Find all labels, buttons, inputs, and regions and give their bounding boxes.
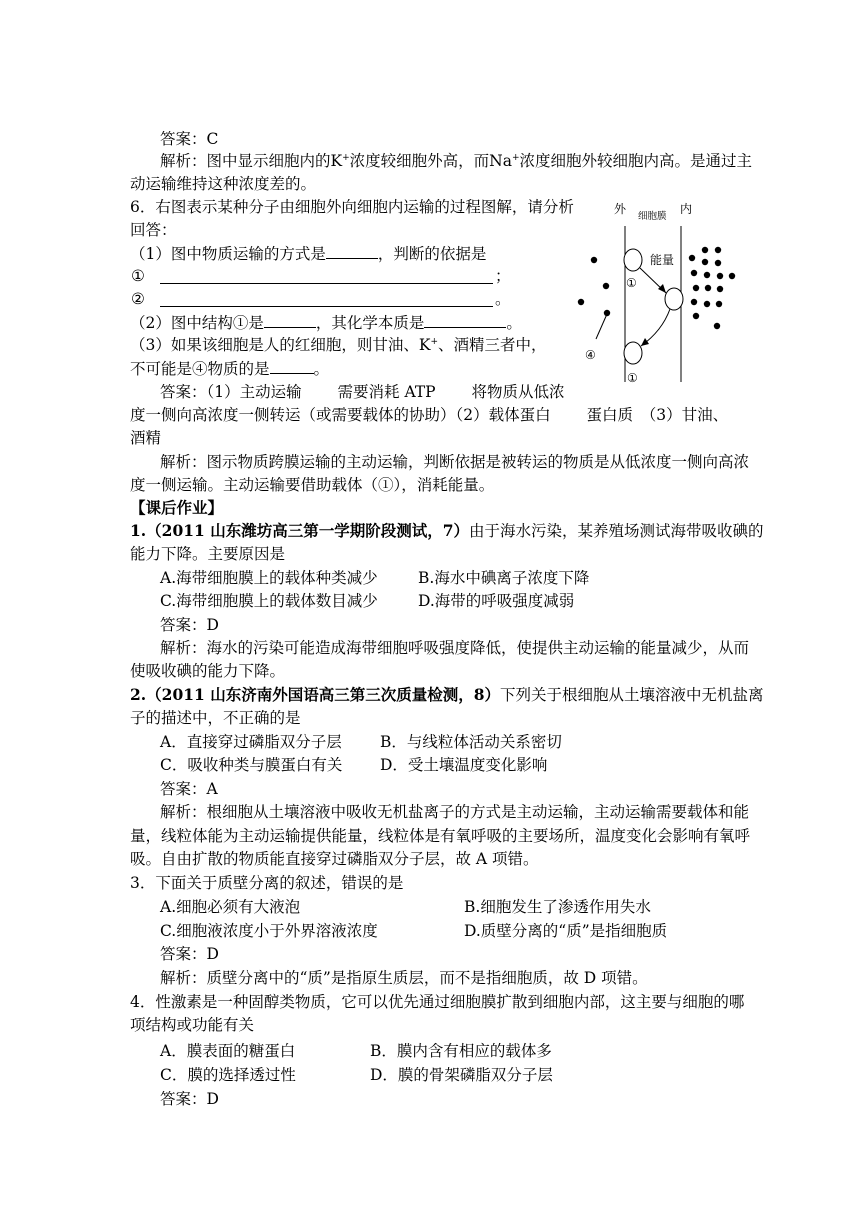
blank-field	[424, 311, 506, 328]
carrier-circle	[624, 249, 642, 271]
prev-analysis-line2: 动运输维持这种浓度差的。	[130, 175, 317, 193]
q2-analysis-line2: 量，线粒体能为主动运输提供能量，线粒体是有氧呼吸的主要场所，温度变化会影响有氧呼	[130, 827, 751, 845]
carrier-circle	[624, 342, 642, 364]
q6-answer-line1: 答案：（1）主动运输 需要消耗 ATP 将物质从低浓	[160, 383, 565, 401]
q4-option-c: C．膜的选择透过性	[160, 1066, 296, 1084]
q6-part3-line2: 不可能是④物质的是 。	[130, 357, 329, 380]
answer-line	[160, 282, 493, 284]
blank-field	[270, 357, 314, 374]
carrier-mark-1: ①	[626, 276, 637, 290]
q6-semicolon: ；	[495, 267, 511, 285]
q2-stem: 2.（2011 山东济南外国语高三第三次质量检测，8）下列关于根细胞从土壤溶液中无机盐离	[130, 685, 764, 704]
q2-option-d: D．受土壤温度变化影响	[380, 756, 548, 774]
q2-option-c: C．吸收种类与膜蛋白有关	[160, 756, 343, 774]
q4-option-b: B．膜内含有相应的载体多	[370, 1042, 552, 1060]
q4-option-a: A．膜表面的糖蛋白	[160, 1042, 296, 1060]
inside-label: 内	[680, 202, 693, 216]
q2-option-a: A．直接穿过磷脂双分子层	[160, 733, 342, 751]
q6-analysis-line1: 解析：图示物质跨膜运输的主动运输，判断依据是被转运的物质是从低浓度一侧向高浓	[160, 453, 750, 471]
q1-option-a: A.海带细胞膜上的载体种类减少	[160, 569, 378, 587]
q6-part1: （1）图中物质运输的方式是 ，判断的依据是	[130, 242, 486, 265]
prev-analysis-line1: 解析：图中显示细胞内的K+浓度较细胞外高，而Na+浓度细胞外较细胞内高。是通过主	[160, 152, 753, 170]
q1-stem: 1.（2011 山东潍坊高三第一学期阶段测试，7）由于海水污染，某养殖场测试海带吸收碘的	[130, 521, 764, 540]
q1-analysis-line1: 解析：海水的污染可能造成海带细胞呼吸强度降低，使提供主动运输的能量减少，从而	[160, 639, 750, 657]
outside-molecules	[578, 257, 610, 316]
q6-part3: （3）如果该细胞是人的红细胞，则甘油、K+、酒精三者中，	[130, 336, 547, 354]
energy-label: 能量	[650, 253, 675, 267]
q1-answer: 答案：D	[160, 616, 219, 634]
blank-field	[326, 242, 378, 259]
q2-answer: 答案：A	[160, 780, 218, 798]
membrane-label: 细胞膜	[638, 211, 667, 222]
q1-option-b: B.海水中碘离子浓度下降	[418, 569, 590, 587]
q6-analysis-line2: 度一侧运输。主动运输要借助载体（①），消耗能量。	[130, 476, 495, 494]
q6-answer-line2: 度一侧向高浓度一侧转运（或需要载体的协助）（2）载体蛋白 蛋白质 （3）甘油、	[130, 406, 729, 424]
arrowhead	[658, 284, 666, 293]
q3-analysis: 解析：质壁分离中的“质”是指原生质层，而不是指细胞质，故 D 项错。	[160, 969, 648, 987]
q6-reason-2-mark: ②	[131, 290, 145, 308]
q3-stem: 3．下面关于质壁分离的叙述，错误的是	[130, 874, 404, 892]
q4-stem-line2: 项结构或功能有关	[130, 1016, 255, 1034]
q1-stem-line2: 能力下降。主要原因是	[130, 545, 286, 563]
q6-answer-line3: 酒精	[130, 429, 162, 447]
q6-stem-line1: 6．右图表示某种分子由细胞外向细胞内运输的过程图解，请分析	[130, 198, 574, 216]
q1-analysis-line2: 使吸收碘的能力下降。	[130, 662, 286, 680]
q4-stem-line1: 4．性激素是一种固醇类物质，它可以优先通过细胞膜扩散到细胞内部，这主要与细胞的哪	[130, 993, 745, 1011]
blank-field	[264, 311, 316, 328]
q4-answer: 答案：D	[160, 1090, 219, 1108]
q2-analysis-line1: 解析：根细胞从土壤溶液中吸收无机盐离子的方式是主动运输，主动运输需要载体和能	[160, 803, 750, 821]
q2-analysis-line3: 吸。自由扩散的物质能直接穿过磷脂双分子层，故 A 项错。	[130, 850, 539, 868]
substance-mark-4: ④	[585, 348, 596, 362]
q3-option-a: A.细胞必须有大液泡	[160, 898, 301, 916]
q1-option-c: C.海带细胞膜上的载体数目减少	[160, 592, 378, 610]
q3-option-c: C.细胞液浓度小于外界溶液浓度	[160, 922, 378, 940]
prev-answer: 答案：C	[160, 130, 219, 148]
pointer-line-4	[596, 314, 607, 339]
q3-option-b: B.细胞发生了渗透作用失水	[464, 898, 651, 916]
inside-molecules	[689, 247, 735, 329]
q3-option-d: D.质壁分离的“质”是指细胞质	[464, 922, 668, 940]
q6-reason-1-mark: ①	[131, 267, 145, 285]
homework-header: 【课后作业】	[130, 498, 224, 517]
q2-option-b: B．与线粒体活动关系密切	[380, 733, 562, 751]
q6-period: 。	[495, 290, 511, 308]
q4-option-d: D．膜的骨架磷脂双分子层	[370, 1066, 553, 1084]
q6-stem-line2: 回答：	[130, 221, 177, 239]
q6-part2: （2）图中结构①是 ，其化学本质是 。	[130, 311, 522, 334]
carrier-circle	[665, 288, 683, 310]
q1-option-d: D.海带的呼吸强度减弱	[418, 592, 575, 610]
answer-line	[160, 305, 493, 307]
carrier-mark-1b: ①	[627, 371, 638, 385]
arrowhead	[641, 338, 649, 346]
q3-answer: 答案：D	[160, 945, 219, 963]
q2-stem-line2: 子的描述中，不正确的是	[130, 709, 301, 727]
membrane-transport-diagram	[570, 196, 750, 388]
outside-label: 外	[614, 202, 627, 216]
